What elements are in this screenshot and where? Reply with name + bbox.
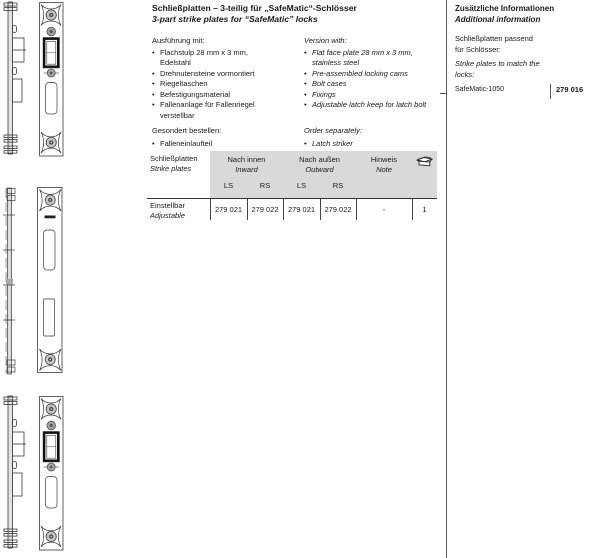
table-header-divider xyxy=(147,198,437,199)
spec-item: • Riegeltaschen xyxy=(152,79,208,88)
table-subheader-rs: RS xyxy=(259,181,271,190)
spec-item: • Flachstulp 28 mm x 3 mm, Edelstahl xyxy=(152,47,248,67)
sidebar-match-text-en: Strike plates to match the locks: xyxy=(455,59,540,79)
bullet-icon: • xyxy=(152,79,155,88)
table-cell-part-number: 279 021 xyxy=(287,205,316,214)
table-cell-part-number: 279 022 xyxy=(251,205,279,214)
spec-item: • Bolt cases xyxy=(304,79,347,88)
bullet-icon: • xyxy=(152,68,155,78)
divider-tick xyxy=(440,93,447,94)
bullet-icon: • xyxy=(304,138,307,148)
order-separately-german xyxy=(152,126,300,149)
bullet-icon: • xyxy=(304,100,307,109)
table-cell-note: - xyxy=(382,205,386,214)
table-subheader-ls: LS xyxy=(223,181,234,190)
table-subheader-ls: LS xyxy=(296,181,307,190)
table-col-strike-plates: Schließplatten Strike plates xyxy=(150,154,198,173)
table-cell-divider xyxy=(356,199,357,220)
strike-plate-drawings xyxy=(0,0,70,558)
bullet-icon: • xyxy=(152,100,155,109)
spec-item: • Fixings xyxy=(304,89,336,99)
bullet-icon: • xyxy=(304,47,307,57)
spec-item: • Pre-assembled locking cams xyxy=(304,68,408,78)
sidebar-heading-en: Additional information xyxy=(455,15,541,24)
bullet-icon: • xyxy=(304,68,307,78)
spec-item: • Flat face plate 28 mm x 3 mm, stainless steel xyxy=(304,47,413,67)
spec-heading-en: Version with: xyxy=(304,36,347,45)
strike-plate-top-drawing xyxy=(4,2,63,156)
bullet-icon: • xyxy=(304,79,307,88)
table-subheader-rs: RS xyxy=(332,181,344,190)
page-title-en: 3-part strike plates for “SafeMatic” locks xyxy=(152,14,318,24)
package-icon xyxy=(412,155,437,170)
spec-item: • Befestigungsmaterial xyxy=(152,89,231,99)
order-heading-en: Order separately: xyxy=(304,126,362,135)
spec-heading-de: Ausführung mit: xyxy=(152,36,205,45)
table-cell-divider xyxy=(412,199,413,220)
table-cell-divider xyxy=(283,199,284,220)
table-cell-divider xyxy=(247,199,248,220)
spec-item: • Adjustable latch keep for latch bolt xyxy=(304,100,427,109)
column-divider xyxy=(446,0,447,558)
spec-item: • Falleneinlaufteil xyxy=(152,138,213,148)
lock-number-divider xyxy=(550,84,551,99)
strike-plate-middle-drawing xyxy=(3,188,62,375)
table-col-note: Hinweis Note xyxy=(370,155,398,174)
order-heading-de: Gesondert bestellen: xyxy=(152,126,222,135)
spec-list-english xyxy=(304,36,445,111)
sidebar-match-text-de: Schließplatten passend für Schlösser: xyxy=(455,34,533,54)
order-separately-english xyxy=(304,126,445,149)
table-group-inward: Nach innen Inward xyxy=(227,155,266,174)
sidebar-heading-de: Zusätzliche Informationen xyxy=(455,4,555,13)
spec-item: • Latch striker xyxy=(304,138,353,148)
table-group-outward: Nach außen Outward xyxy=(299,155,340,174)
page-title-de: Schließplatten – 3-teilig für „SafeMatic“-Schlösser xyxy=(152,3,357,13)
spec-list-german xyxy=(152,36,300,121)
table-cell-pack-quantity: 1 xyxy=(422,205,427,214)
lock-part-number: 279 016 xyxy=(556,85,584,94)
spec-item: • Drehnutensteine vormontiert xyxy=(152,68,255,78)
bullet-icon: • xyxy=(152,138,155,148)
table-cell-divider xyxy=(210,199,211,220)
lock-model-name: SafeMatic-1050 xyxy=(455,86,505,93)
table-cell-divider xyxy=(320,199,321,220)
spec-item: • Fallenanlage für Fallenriegel verstellbar xyxy=(152,100,255,120)
bullet-icon: • xyxy=(304,89,307,99)
bullet-icon: • xyxy=(152,47,155,57)
bullet-icon: • xyxy=(152,89,155,99)
table-cell-part-number: 279 022 xyxy=(324,205,352,214)
strike-plate-bottom-drawing xyxy=(4,396,63,550)
order-table xyxy=(147,151,437,223)
table-row-label: Einstellbar Adjustable xyxy=(150,201,186,220)
table-cell-part-number: 279 021 xyxy=(214,205,243,214)
